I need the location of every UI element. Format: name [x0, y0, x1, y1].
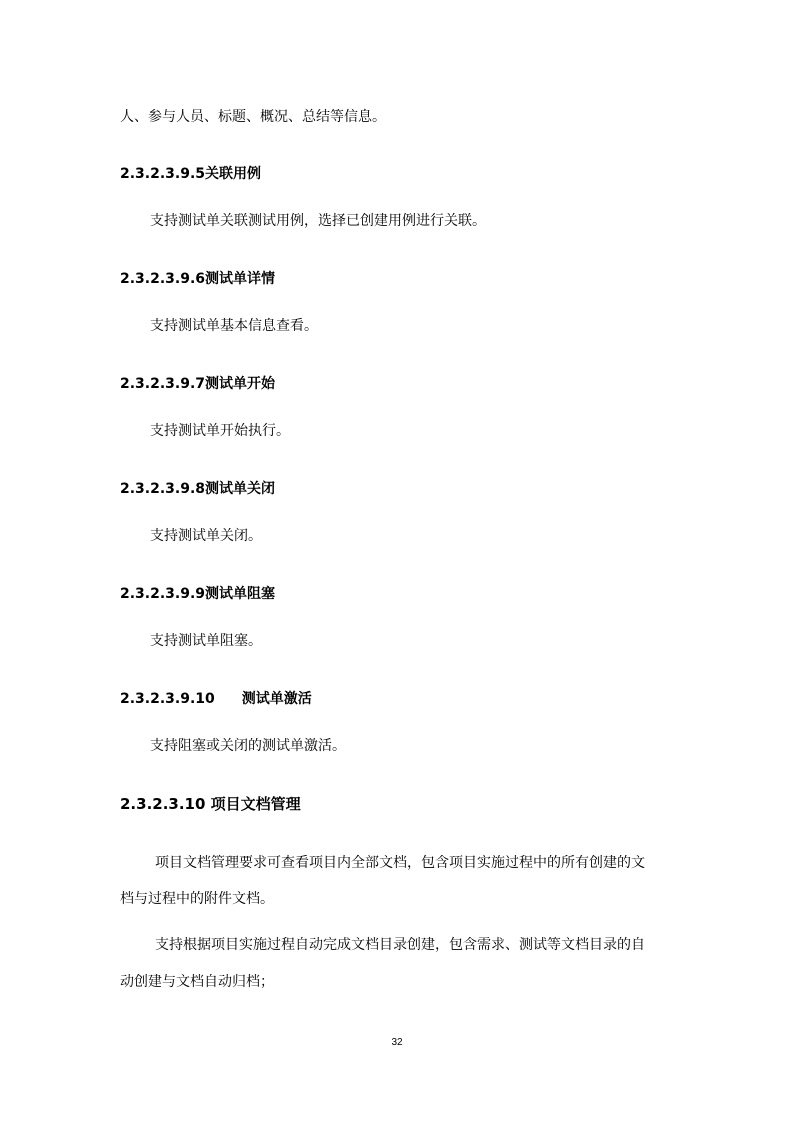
paragraph-test-sheet-detail: 支持测试单基本信息查看。	[150, 318, 318, 334]
paragraph-test-sheet-start: 支持测试单开始执行。	[150, 423, 290, 439]
paragraph-associate-cases: 支持测试单关联测试用例，选择已创建用例进行关联。	[150, 213, 486, 229]
heading-number: 2.3.2.3.9.10	[120, 691, 215, 707]
paragraph-test-sheet-close: 支持测试单关闭。	[150, 528, 262, 544]
paragraph-document-management-line1: 项目文档管理要求可查看项目内全部文档，包含项目实施过程中的所有创建的文	[155, 855, 645, 871]
heading-test-sheet-activate	[120, 692, 312, 706]
paragraph-auto-directory-line2: 动创建与文档自动归档；	[120, 974, 274, 990]
paragraph-document-management-line2: 档与过程中的附件文档。	[120, 891, 274, 907]
paragraph-test-sheet-activate: 支持阻塞或关闭的测试单激活。	[150, 738, 346, 754]
heading-test-sheet-detail: 2.3.2.3.9.6测试单详情	[120, 271, 276, 287]
heading-test-sheet-close: 2.3.2.3.9.8测试单关闭	[120, 481, 276, 497]
page-number: 32	[391, 1037, 403, 1048]
heading-title: 测试单激活	[241, 691, 312, 707]
heading-project-document-management: 2.3.2.3.10 项目文档管理	[120, 795, 301, 813]
heading-test-sheet-block: 2.3.2.3.9.9测试单阻塞	[120, 586, 276, 602]
heading-associate-cases: 2.3.2.3.9.5关联用例	[120, 166, 262, 182]
paragraph-auto-directory-line1: 支持根据项目实施过程自动完成文档目录创建，包含需求、测试等文档目录的自	[155, 937, 645, 953]
paragraph-test-sheet-block: 支持测试单阻塞。	[150, 633, 262, 649]
paragraph-continuation: 人、参与人员、标题、概况、总结等信息。	[120, 109, 386, 125]
heading-test-sheet-start: 2.3.2.3.9.7测试单开始	[120, 376, 276, 392]
